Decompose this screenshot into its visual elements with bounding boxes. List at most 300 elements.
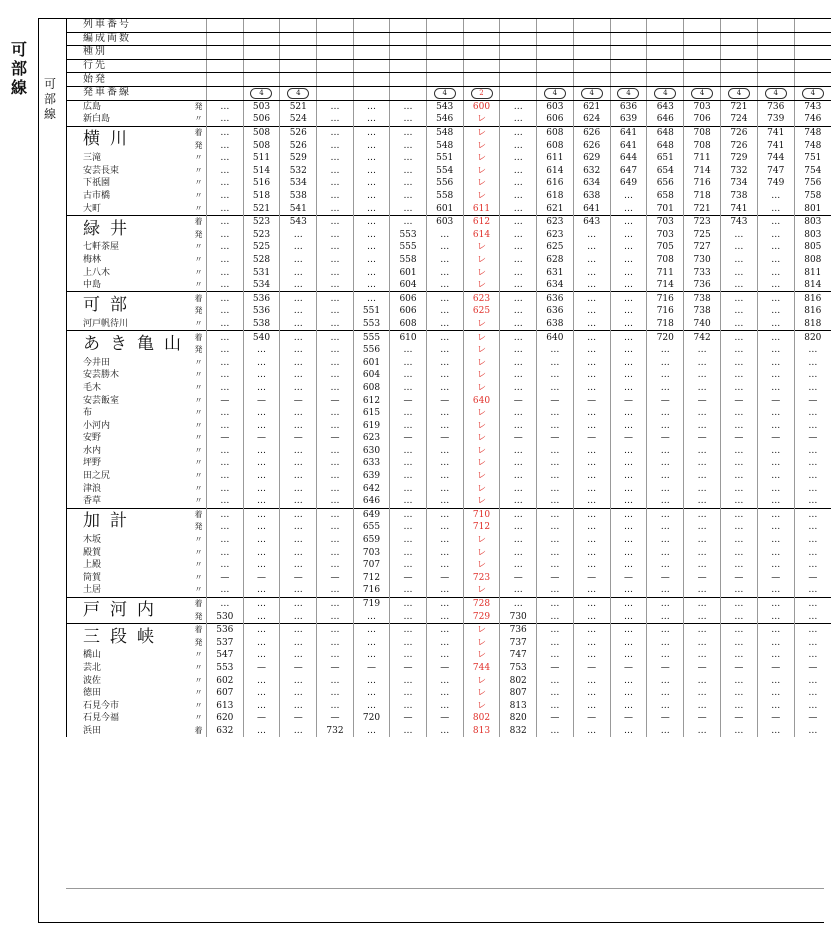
station-row bbox=[67, 495, 831, 508]
time-cell: … bbox=[243, 674, 280, 687]
time-cell: … bbox=[684, 382, 721, 395]
time-cell: — bbox=[794, 432, 831, 445]
header-cell bbox=[317, 86, 354, 100]
time-cell: … bbox=[647, 649, 684, 662]
time-cell: … bbox=[573, 482, 610, 495]
time-cell: … bbox=[536, 637, 573, 650]
station-name: 小河内 bbox=[67, 419, 192, 432]
station-row bbox=[67, 534, 831, 547]
time-cell: … bbox=[721, 521, 758, 534]
time-cell: 733 bbox=[684, 266, 721, 279]
header-cell bbox=[353, 59, 390, 73]
time-cell: … bbox=[573, 356, 610, 369]
time-cell: — bbox=[536, 712, 573, 725]
time-cell: — bbox=[757, 662, 794, 675]
time-cell: … bbox=[317, 165, 354, 178]
time-cell: 716 bbox=[684, 177, 721, 190]
time-cell: 608 bbox=[536, 139, 573, 152]
time-cell: … bbox=[243, 649, 280, 662]
time-cell: … bbox=[536, 687, 573, 700]
time-cell: … bbox=[353, 674, 390, 687]
time-cell: 729 bbox=[721, 152, 758, 165]
header-cell bbox=[426, 19, 463, 33]
header-cell bbox=[243, 46, 280, 60]
time-cell: 703 bbox=[647, 229, 684, 242]
time-cell: レ bbox=[463, 139, 500, 152]
time-cell: … bbox=[794, 382, 831, 395]
header-cell bbox=[317, 59, 354, 73]
time-cell: … bbox=[500, 113, 537, 126]
time-cell: … bbox=[426, 637, 463, 650]
time-cell: … bbox=[684, 699, 721, 712]
time-cell: 646 bbox=[647, 113, 684, 126]
station-row bbox=[67, 508, 831, 521]
time-cell: 646 bbox=[353, 495, 390, 508]
time-cell: … bbox=[390, 559, 427, 572]
time-cell: … bbox=[353, 139, 390, 152]
time-cell: … bbox=[207, 457, 244, 470]
time-cell: 625 bbox=[536, 241, 573, 254]
time-cell: … bbox=[794, 344, 831, 357]
time-cell: … bbox=[500, 445, 537, 458]
time-cell: … bbox=[390, 546, 427, 559]
time-cell: 813 bbox=[500, 699, 537, 712]
time-cell: … bbox=[610, 546, 647, 559]
header-cell bbox=[610, 19, 647, 33]
time-cell: … bbox=[721, 534, 758, 547]
time-cell: … bbox=[610, 382, 647, 395]
time-cell: … bbox=[426, 725, 463, 738]
time-cell: … bbox=[353, 190, 390, 203]
station-name: 香草 bbox=[67, 495, 192, 508]
time-cell: 721 bbox=[684, 202, 721, 215]
time-cell: … bbox=[390, 699, 427, 712]
time-cell: 746 bbox=[794, 113, 831, 126]
time-cell: レ bbox=[463, 559, 500, 572]
time-cell: 708 bbox=[684, 139, 721, 152]
time-cell: 523 bbox=[243, 229, 280, 242]
time-cell: … bbox=[207, 407, 244, 420]
time-cell: … bbox=[500, 495, 537, 508]
time-cell: … bbox=[721, 331, 758, 344]
time-cell: 712 bbox=[353, 572, 390, 585]
header-cell bbox=[794, 46, 831, 60]
time-cell: … bbox=[390, 356, 427, 369]
time-cell: レ bbox=[463, 457, 500, 470]
time-cell: レ bbox=[463, 534, 500, 547]
station-row bbox=[67, 382, 831, 395]
time-cell: … bbox=[500, 165, 537, 178]
time-cell: … bbox=[207, 521, 244, 534]
station-row bbox=[67, 113, 831, 126]
time-cell: 623 bbox=[536, 215, 573, 228]
time-cell: … bbox=[610, 305, 647, 318]
time-cell: 753 bbox=[500, 662, 537, 675]
time-cell: … bbox=[390, 407, 427, 420]
time-cell: 802 bbox=[463, 712, 500, 725]
time-cell: 608 bbox=[536, 126, 573, 139]
station-row bbox=[67, 699, 831, 712]
time-cell: … bbox=[500, 126, 537, 139]
time-cell: … bbox=[243, 597, 280, 610]
time-cell: … bbox=[610, 331, 647, 344]
time-cell: 659 bbox=[353, 534, 390, 547]
time-cell: レ bbox=[463, 254, 500, 267]
time-cell: — bbox=[280, 712, 317, 725]
platform-badge: 4 bbox=[434, 88, 456, 99]
time-cell: … bbox=[647, 470, 684, 483]
station-row bbox=[67, 725, 831, 738]
time-cell: … bbox=[500, 419, 537, 432]
time-cell: … bbox=[757, 699, 794, 712]
time-cell: 531 bbox=[243, 266, 280, 279]
arr-dep-mark: 〃 bbox=[194, 165, 203, 175]
time-cell: … bbox=[243, 382, 280, 395]
time-cell: … bbox=[721, 241, 758, 254]
time-cell: — bbox=[243, 394, 280, 407]
header-cell bbox=[684, 86, 721, 100]
time-cell: … bbox=[280, 584, 317, 597]
time-cell: … bbox=[684, 470, 721, 483]
time-cell: … bbox=[280, 495, 317, 508]
time-cell: 737 bbox=[500, 637, 537, 650]
header-cell bbox=[610, 73, 647, 87]
time-cell: … bbox=[243, 521, 280, 534]
time-cell: … bbox=[684, 597, 721, 610]
time-cell: … bbox=[647, 584, 684, 597]
time-cell: … bbox=[353, 610, 390, 623]
time-cell: … bbox=[317, 674, 354, 687]
station-name: 七軒茶屋 bbox=[67, 241, 192, 254]
header-cell bbox=[536, 19, 573, 33]
time-cell: … bbox=[243, 584, 280, 597]
header-cell bbox=[794, 19, 831, 33]
time-cell: … bbox=[757, 674, 794, 687]
time-cell: … bbox=[426, 356, 463, 369]
time-cell: 741 bbox=[757, 139, 794, 152]
header-cell bbox=[721, 19, 758, 33]
time-cell: … bbox=[426, 369, 463, 382]
time-cell: 816 bbox=[794, 292, 831, 305]
time-cell: … bbox=[610, 559, 647, 572]
header-cell bbox=[721, 73, 758, 87]
header-cell bbox=[757, 32, 794, 46]
time-cell: … bbox=[610, 699, 647, 712]
time-cell: … bbox=[610, 229, 647, 242]
time-cell: … bbox=[280, 419, 317, 432]
time-cell: … bbox=[317, 407, 354, 420]
time-cell: … bbox=[280, 318, 317, 331]
arr-dep-mark: 〃 bbox=[194, 267, 203, 277]
time-cell: … bbox=[426, 508, 463, 521]
time-cell: … bbox=[390, 610, 427, 623]
time-cell: 534 bbox=[280, 177, 317, 190]
arr-dep-mark: 着 bbox=[194, 725, 203, 735]
time-cell: … bbox=[207, 382, 244, 395]
header-cell bbox=[647, 59, 684, 73]
time-cell: — bbox=[280, 432, 317, 445]
station-row bbox=[67, 482, 831, 495]
time-cell: … bbox=[353, 623, 390, 636]
time-cell: レ bbox=[463, 432, 500, 445]
time-cell: … bbox=[757, 637, 794, 650]
time-cell: 548 bbox=[426, 139, 463, 152]
time-cell: … bbox=[794, 495, 831, 508]
header-cell bbox=[426, 46, 463, 60]
time-cell: — bbox=[647, 432, 684, 445]
header-cell bbox=[684, 19, 721, 33]
time-cell: … bbox=[573, 470, 610, 483]
header-cell bbox=[353, 46, 390, 60]
time-cell: 553 bbox=[353, 318, 390, 331]
header-cell bbox=[390, 32, 427, 46]
time-cell: 729 bbox=[463, 610, 500, 623]
time-cell: レ bbox=[463, 637, 500, 650]
time-cell: … bbox=[317, 229, 354, 242]
side-label: 可部線 bbox=[43, 77, 56, 121]
time-cell: … bbox=[500, 215, 537, 228]
header-cell bbox=[390, 19, 427, 33]
time-cell: … bbox=[317, 139, 354, 152]
time-cell: … bbox=[317, 152, 354, 165]
time-cell: … bbox=[573, 457, 610, 470]
header-cell bbox=[463, 86, 500, 100]
time-cell: … bbox=[426, 254, 463, 267]
header-cell bbox=[390, 73, 427, 87]
time-cell: … bbox=[721, 266, 758, 279]
time-cell: — bbox=[647, 662, 684, 675]
time-cell: … bbox=[317, 457, 354, 470]
header-cell bbox=[426, 73, 463, 87]
time-cell: … bbox=[317, 100, 354, 113]
time-cell: 808 bbox=[794, 254, 831, 267]
time-cell: — bbox=[794, 394, 831, 407]
time-cell: … bbox=[536, 445, 573, 458]
time-cell: … bbox=[426, 610, 463, 623]
time-cell: 631 bbox=[536, 266, 573, 279]
time-cell: レ bbox=[463, 674, 500, 687]
time-cell: … bbox=[390, 534, 427, 547]
time-cell: … bbox=[353, 725, 390, 738]
time-cell: … bbox=[500, 241, 537, 254]
time-cell: … bbox=[573, 521, 610, 534]
arr-dep-mark: 〃 bbox=[194, 700, 203, 710]
time-cell: … bbox=[353, 637, 390, 650]
header-cell bbox=[573, 86, 610, 100]
station-row bbox=[67, 190, 831, 203]
time-cell: … bbox=[280, 559, 317, 572]
time-cell: レ bbox=[463, 318, 500, 331]
header-cell bbox=[207, 19, 244, 33]
time-cell: … bbox=[684, 546, 721, 559]
arr-dep-mark: 〃 bbox=[194, 458, 203, 468]
time-cell: … bbox=[390, 344, 427, 357]
arr-dep-mark: 着 bbox=[191, 623, 207, 636]
header-cell bbox=[536, 59, 573, 73]
time-cell: … bbox=[317, 521, 354, 534]
station-row bbox=[67, 559, 831, 572]
time-cell: 536 bbox=[207, 623, 244, 636]
time-cell: … bbox=[536, 699, 573, 712]
platform-badge: 4 bbox=[691, 88, 713, 99]
time-cell: … bbox=[500, 559, 537, 572]
time-cell: … bbox=[500, 331, 537, 344]
time-cell: … bbox=[794, 649, 831, 662]
time-cell: … bbox=[500, 470, 537, 483]
time-cell: … bbox=[647, 674, 684, 687]
header-cell bbox=[757, 19, 794, 33]
time-cell: 611 bbox=[463, 202, 500, 215]
time-cell: 736 bbox=[757, 100, 794, 113]
time-cell: … bbox=[390, 623, 427, 636]
time-cell: … bbox=[426, 419, 463, 432]
time-cell: … bbox=[500, 457, 537, 470]
time-cell: … bbox=[573, 318, 610, 331]
time-cell: … bbox=[426, 559, 463, 572]
arr-dep-mark: 〃 bbox=[194, 153, 203, 163]
time-cell: … bbox=[721, 229, 758, 242]
time-cell: 536 bbox=[243, 292, 280, 305]
station-row bbox=[67, 394, 831, 407]
time-cell: … bbox=[243, 457, 280, 470]
time-cell: … bbox=[426, 584, 463, 597]
time-cell: … bbox=[757, 482, 794, 495]
time-cell: … bbox=[721, 457, 758, 470]
time-cell: … bbox=[721, 637, 758, 650]
time-cell: … bbox=[647, 546, 684, 559]
time-cell: … bbox=[426, 623, 463, 636]
time-cell: 639 bbox=[610, 113, 647, 126]
header-row bbox=[67, 86, 831, 100]
time-cell: … bbox=[207, 534, 244, 547]
time-cell: … bbox=[207, 470, 244, 483]
time-cell: … bbox=[500, 202, 537, 215]
station-name: 加計 bbox=[67, 508, 192, 534]
time-cell: レ bbox=[463, 241, 500, 254]
time-cell: — bbox=[757, 572, 794, 585]
time-cell: — bbox=[721, 712, 758, 725]
station-name: 石見今福 bbox=[67, 712, 192, 725]
time-cell: … bbox=[757, 369, 794, 382]
time-cell: … bbox=[317, 202, 354, 215]
time-cell: … bbox=[317, 126, 354, 139]
time-cell: … bbox=[794, 470, 831, 483]
time-cell: … bbox=[757, 292, 794, 305]
header-label: 列車番号 bbox=[67, 19, 207, 33]
time-cell: … bbox=[390, 649, 427, 662]
time-cell: … bbox=[243, 699, 280, 712]
time-cell: … bbox=[280, 356, 317, 369]
header-cell bbox=[794, 32, 831, 46]
time-cell: 607 bbox=[207, 687, 244, 700]
time-cell: … bbox=[536, 674, 573, 687]
station-name: 緑井 bbox=[67, 215, 192, 241]
time-cell: … bbox=[757, 470, 794, 483]
arr-dep-mark: 〃 bbox=[194, 370, 203, 380]
time-cell: … bbox=[721, 419, 758, 432]
time-cell: … bbox=[390, 687, 427, 700]
time-cell: レ bbox=[463, 152, 500, 165]
arr-dep-mark: 発 bbox=[194, 101, 203, 111]
time-cell: … bbox=[280, 649, 317, 662]
time-cell: … bbox=[610, 725, 647, 738]
header-cell bbox=[721, 59, 758, 73]
header-cell bbox=[573, 19, 610, 33]
time-cell: … bbox=[280, 266, 317, 279]
header-cell bbox=[463, 46, 500, 60]
header-label: 行先 bbox=[67, 59, 207, 73]
time-cell: 551 bbox=[353, 305, 390, 318]
time-cell: … bbox=[721, 482, 758, 495]
station-row bbox=[67, 674, 831, 687]
time-cell: … bbox=[757, 202, 794, 215]
header-cell bbox=[757, 86, 794, 100]
time-cell: … bbox=[317, 356, 354, 369]
time-cell: … bbox=[721, 546, 758, 559]
header-cell bbox=[353, 73, 390, 87]
time-cell: — bbox=[390, 394, 427, 407]
station-name: 戸河内 bbox=[67, 597, 192, 623]
time-cell: … bbox=[573, 419, 610, 432]
header-label: 発車番線 bbox=[67, 86, 207, 100]
time-cell: レ bbox=[463, 165, 500, 178]
time-cell: 703 bbox=[353, 546, 390, 559]
time-cell: — bbox=[317, 712, 354, 725]
time-cell: 556 bbox=[353, 344, 390, 357]
station-name: 波佐 bbox=[67, 674, 192, 687]
station-row bbox=[67, 202, 831, 215]
time-cell: レ bbox=[463, 279, 500, 292]
time-cell: 743 bbox=[721, 215, 758, 228]
time-cell: … bbox=[207, 241, 244, 254]
station-name: 三滝 bbox=[67, 152, 192, 165]
time-cell: … bbox=[757, 597, 794, 610]
time-cell: … bbox=[207, 215, 244, 228]
time-cell: … bbox=[610, 279, 647, 292]
time-cell: … bbox=[757, 382, 794, 395]
time-cell: … bbox=[536, 559, 573, 572]
time-cell: … bbox=[243, 419, 280, 432]
time-cell: — bbox=[610, 572, 647, 585]
station-row bbox=[67, 177, 831, 190]
time-cell: … bbox=[317, 344, 354, 357]
station-row bbox=[67, 126, 831, 139]
header-cell bbox=[500, 32, 537, 46]
time-cell: — bbox=[610, 394, 647, 407]
time-cell: 514 bbox=[243, 165, 280, 178]
time-cell: … bbox=[390, 177, 427, 190]
time-cell: … bbox=[280, 521, 317, 534]
time-cell: 748 bbox=[794, 126, 831, 139]
time-cell: 628 bbox=[536, 254, 573, 267]
time-cell: … bbox=[317, 623, 354, 636]
time-cell: 743 bbox=[794, 100, 831, 113]
arr-dep-mark: 発 bbox=[194, 229, 203, 239]
time-cell: … bbox=[243, 482, 280, 495]
time-cell: … bbox=[280, 725, 317, 738]
time-cell: … bbox=[757, 508, 794, 521]
time-cell: レ bbox=[463, 623, 500, 636]
time-cell: — bbox=[280, 394, 317, 407]
time-cell: … bbox=[353, 649, 390, 662]
arr-dep-mark: 〃 bbox=[194, 585, 203, 595]
time-cell: 802 bbox=[500, 674, 537, 687]
arr-dep-mark: 〃 bbox=[194, 547, 203, 557]
time-cell: … bbox=[610, 610, 647, 623]
station-row bbox=[67, 318, 831, 331]
time-cell: … bbox=[353, 254, 390, 267]
header-cell bbox=[243, 86, 280, 100]
